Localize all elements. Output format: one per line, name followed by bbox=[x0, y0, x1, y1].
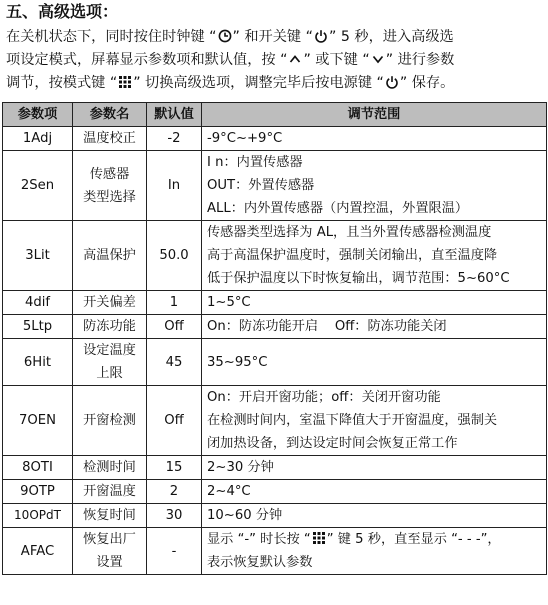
table-row bbox=[3, 291, 547, 315]
param-name-line: 恢复出厂 bbox=[83, 532, 136, 547]
param-default: - bbox=[147, 528, 202, 575]
power-icon bbox=[385, 75, 399, 89]
param-range: On：防冻功能开启 Off：防冻功能关闭 bbox=[202, 315, 547, 339]
param-default: 50.0 bbox=[147, 221, 202, 291]
param-range-line: I n：内置传感器 bbox=[207, 155, 303, 170]
intro-text: ” 保存。 bbox=[399, 75, 455, 91]
intro-text: 在关机状态下，同时按住时钟键 “ bbox=[6, 29, 217, 45]
param-range bbox=[202, 386, 547, 456]
param-default: Off bbox=[147, 315, 202, 339]
param-code: 6Hit bbox=[3, 339, 73, 386]
intro-text: ” 5 秒，进入高级选 bbox=[328, 29, 454, 45]
clock-icon bbox=[218, 29, 232, 43]
intro-text: ” 或下键 “ bbox=[303, 52, 370, 68]
param-name: 开关偏差 bbox=[73, 291, 147, 315]
table-row bbox=[3, 386, 547, 456]
param-code: 8OTI bbox=[3, 456, 73, 480]
param-range: 35~95°C bbox=[202, 339, 547, 386]
param-range: -9°C~+9°C bbox=[202, 127, 547, 151]
param-range-line: 闭加热设备，到达设定时间会恢复正常工作 bbox=[207, 436, 458, 451]
param-range: 1~5°C bbox=[202, 291, 547, 315]
up-caret-icon bbox=[288, 52, 302, 66]
param-range-line: OUT：外置传感器 bbox=[207, 178, 315, 193]
param-name: 开窗检测 bbox=[73, 386, 147, 456]
param-range-line: 在检测时间内，室温下降值大于开窗温度，强制关 bbox=[207, 413, 498, 428]
param-range-line: On：开启开窗功能；off：关闭开窗功能 bbox=[207, 390, 441, 405]
table-row bbox=[3, 456, 547, 480]
param-code: 7OEN bbox=[3, 386, 73, 456]
param-name-line: 上限 bbox=[96, 366, 123, 381]
param-name: 高温保护 bbox=[73, 221, 147, 291]
param-default: In bbox=[147, 151, 202, 221]
param-code: 9OTP bbox=[3, 480, 73, 504]
param-range: 10~60 分钟 bbox=[202, 504, 547, 528]
intro-line-1 bbox=[6, 26, 546, 49]
section-heading: 五、高级选项： bbox=[6, 2, 119, 21]
intro-text: ” 进行参数 bbox=[385, 52, 455, 68]
param-range: 2~30 分钟 bbox=[202, 456, 547, 480]
intro-line-3 bbox=[6, 72, 546, 95]
table-row bbox=[3, 221, 547, 291]
param-name: 检测时间 bbox=[73, 456, 147, 480]
param-range-line: ALL：内外置传感器（内置控温，外置限温） bbox=[207, 201, 469, 216]
param-default: 45 bbox=[147, 339, 202, 386]
header-range: 调节范围 bbox=[202, 103, 547, 127]
intro-line-2 bbox=[6, 49, 546, 72]
param-name: 恢复时间 bbox=[73, 504, 147, 528]
parameter-table bbox=[2, 102, 547, 575]
param-code: 10OPdT bbox=[3, 504, 73, 528]
param-range-line: 高于高温保护温度时，强制关闭输出，直至温度降 bbox=[207, 248, 498, 263]
param-code: 1Adj bbox=[3, 127, 73, 151]
range-text: ” 键 5 秒，直至显示 “- - -”， bbox=[326, 532, 501, 547]
intro-text: ” 和开关键 “ bbox=[232, 29, 313, 45]
param-name-line: 类型选择 bbox=[83, 189, 136, 205]
param-default: 1 bbox=[147, 291, 202, 315]
param-name bbox=[73, 151, 147, 221]
table-row bbox=[3, 315, 547, 339]
param-name: 温度校正 bbox=[73, 127, 147, 151]
param-range: 2~4°C bbox=[202, 480, 547, 504]
param-code: 2Sen bbox=[3, 151, 73, 221]
param-code: 3Lit bbox=[3, 221, 73, 291]
param-default: 15 bbox=[147, 456, 202, 480]
param-default: 30 bbox=[147, 504, 202, 528]
intro-text: ” 切换高级选项，调整完毕后按电源键 “ bbox=[133, 75, 384, 91]
header-default: 默认值 bbox=[147, 103, 202, 127]
param-default: -2 bbox=[147, 127, 202, 151]
header-param-code: 参数项 bbox=[3, 103, 73, 127]
range-text: 显示 “-” 时长按 “ bbox=[207, 532, 311, 547]
param-name-line: 传感器 bbox=[89, 166, 130, 182]
down-caret-icon bbox=[371, 52, 385, 66]
param-name: 防冻功能 bbox=[73, 315, 147, 339]
param-range-line: 传感器类型选择为 AL，且当外置传感器检测温度 bbox=[207, 225, 492, 240]
intro-text: 调节，按模式键 “ bbox=[6, 75, 118, 91]
param-range-line: 低于保护温度以下时恢复输出，调节范围：5~60°C bbox=[207, 271, 510, 286]
param-range bbox=[202, 221, 547, 291]
table-row bbox=[3, 151, 547, 221]
param-range-line bbox=[207, 528, 542, 551]
table-row bbox=[3, 504, 547, 528]
param-range-line: 表示恢复默认参数 bbox=[207, 555, 313, 570]
intro-paragraph bbox=[6, 26, 546, 95]
mode-grid-icon bbox=[312, 531, 326, 545]
param-range bbox=[202, 151, 547, 221]
param-code: 4dif bbox=[3, 291, 73, 315]
table-row bbox=[3, 339, 547, 386]
intro-text: 项设定模式，屏幕显示参数项和默认值，按 “ bbox=[6, 52, 288, 68]
param-name bbox=[73, 339, 147, 386]
param-name: 开窗温度 bbox=[73, 480, 147, 504]
table-row bbox=[3, 528, 547, 575]
table-row bbox=[3, 127, 547, 151]
table-header-row bbox=[3, 103, 547, 127]
param-default: Off bbox=[147, 386, 202, 456]
param-name bbox=[73, 528, 147, 575]
power-icon bbox=[314, 29, 328, 43]
header-param-name: 参数名 bbox=[73, 103, 147, 127]
table-row bbox=[3, 480, 547, 504]
param-range bbox=[202, 528, 547, 575]
param-default: 2 bbox=[147, 480, 202, 504]
param-name-line: 设置 bbox=[96, 555, 123, 570]
param-name-line: 设定温度 bbox=[83, 343, 136, 358]
mode-grid-icon bbox=[118, 75, 132, 89]
param-code: 5Ltp bbox=[3, 315, 73, 339]
param-code: AFAC bbox=[3, 528, 73, 575]
